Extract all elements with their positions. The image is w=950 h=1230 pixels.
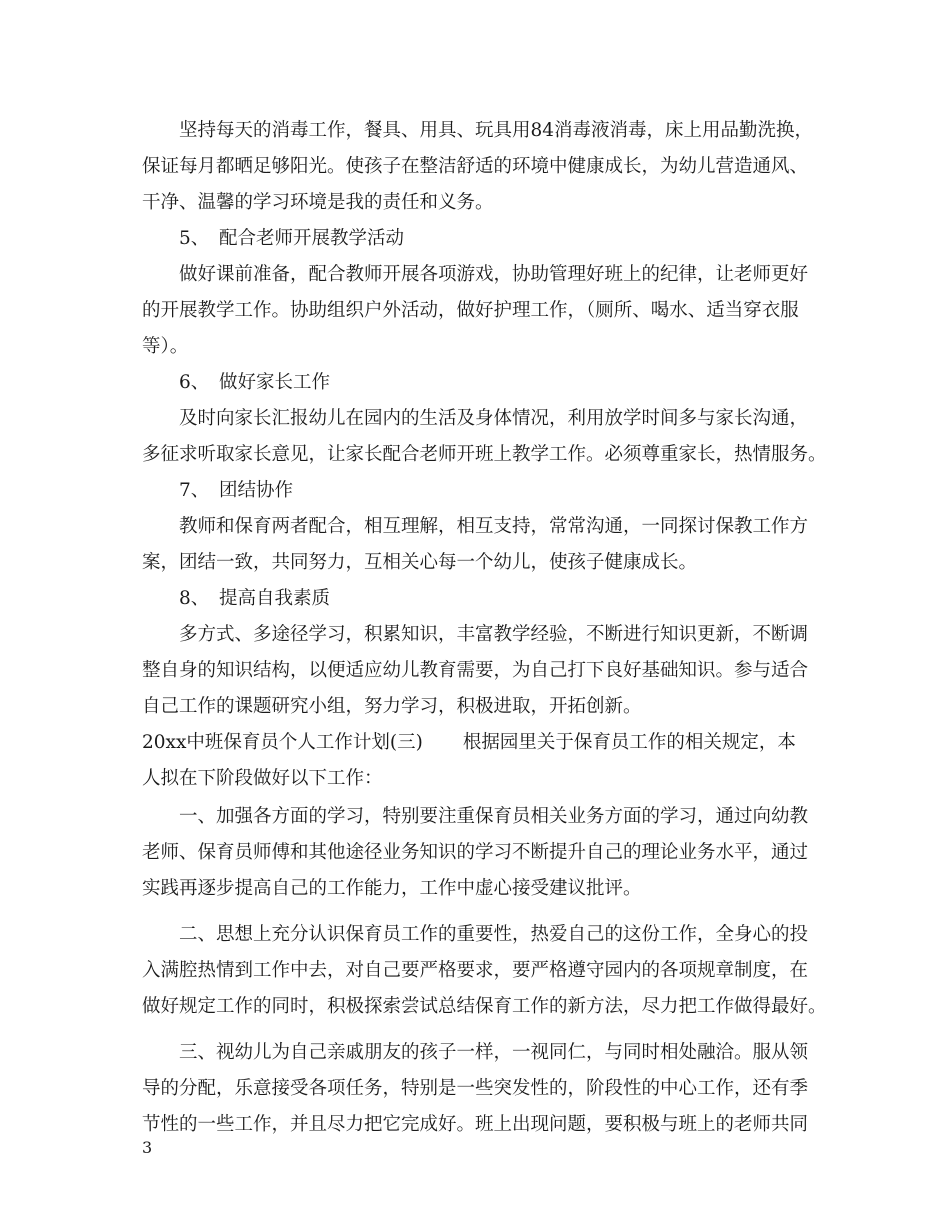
heading-number: 7、 <box>179 480 210 501</box>
section-title: 20xx中班保育员个人工作计划(三) <box>142 732 423 753</box>
paragraph-line: 的开展教学工作。协助组织户外活动，做好护理工作，（厕所、喝水、适当穿衣服 <box>142 300 799 321</box>
heading-number: 8、 <box>179 588 210 609</box>
paragraph-line: 三、视幼儿为自己亲戚朋友的孩子一样，一视同仁，与同时相处融洽。服从领 <box>179 1042 809 1063</box>
paragraph-line: 入满腔热情到工作中去，对自己要严格要求，要严格遵守园内的各项规章制度，在 <box>142 960 809 981</box>
paragraph-line: 做好课前准备，配合教师开展各项游戏，协助管理好班上的纪律，让老师更好 <box>179 264 809 285</box>
paragraph-line: 实践再逐步提高自己的工作能力，工作中虚心接受建议批评。 <box>142 878 642 899</box>
paragraph-line: 多方式、多途径学习，积累知识，丰富教学经验，不断进行知识更新，不断调 <box>179 624 809 645</box>
document-page <box>142 113 827 1143</box>
paragraph-line: 坚持每天的消毒工作，餐具、用具、玩具用84消毒液消毒，床上用品勤洗换， <box>179 120 814 141</box>
paragraph-line: 教师和保育两者配合，相互理解，相互支持，常常沟通，一同探讨保教工作方 <box>179 516 809 537</box>
section-title-line <box>142 725 822 761</box>
heading-text: 做好家长工作 <box>219 372 331 393</box>
paragraph-line: 人拟在下阶段做好以下工作： <box>142 768 383 789</box>
page-number: 3 <box>142 1138 153 1157</box>
paragraph-line: 多征求听取家长意见，让家长配合老师开班上教学工作。必须尊重家长，热情服务。 <box>142 444 827 465</box>
heading-text: 配合老师开展教学活动 <box>219 228 405 249</box>
paragraph-line: 及时向家长汇报幼儿在园内的生活及身体情况，利用放学时间多与家长沟通， <box>179 408 809 429</box>
paragraph-line: 保证每月都晒足够阳光。使孩子在整洁舒适的环境中健康成长，为幼儿营造通风、 <box>142 156 809 177</box>
paragraph-line: 整自身的知识结构，以便适应幼儿教育需要，为自己打下良好基础知识。参与适合 <box>142 660 809 681</box>
paragraph-line: 一、加强各方面的学习，特别要注重保育员相关业务方面的学习，通过向幼教 <box>179 806 809 827</box>
heading-text: 提高自我素质 <box>219 588 331 609</box>
paragraph-line: 案，团结一致，共同努力，互相关心每一个幼儿，使孩子健康成长。 <box>142 552 698 573</box>
paragraph-line: 等）。 <box>142 336 189 357</box>
section-heading-8 <box>142 581 822 617</box>
paragraph-line: 二、思想上充分认识保育员工作的重要性，热爱自己的这份工作，全身心的投 <box>179 924 809 945</box>
paragraph-line: 老师、保育员师傅和其他途径业务知识的学习不断提升自己的理论业务水平，通过 <box>142 842 809 863</box>
heading-text: 团结协作 <box>219 480 294 501</box>
section-heading-7 <box>142 473 822 509</box>
paragraph-line: 导的分配，乐意接受各项任务，特别是一些突发性的，阶段性的中心工作，还有季 <box>142 1078 809 1099</box>
paragraph-line: 节性的一些工作，并且尽力把它完成好。班上出现问题，要积极与班上的老师共同 <box>142 1114 809 1135</box>
paragraph-line: 自己工作的课题研究小组，努力学习，积极进取，开拓创新。 <box>142 696 642 717</box>
heading-number: 5、 <box>179 228 210 249</box>
paragraph-line: 做好规定工作的同时，积极探索尝试总结保育工作的新方法，尽力把工作做得最好。 <box>142 996 827 1017</box>
section-heading-6 <box>142 365 822 401</box>
heading-number: 6、 <box>179 372 210 393</box>
paragraph-line: 干净、温馨的学习环境是我的责任和义务。 <box>142 192 494 213</box>
title-continuation: 根据园里关于保育员工作的相关规定，本 <box>462 732 796 753</box>
section-heading-5 <box>142 221 822 257</box>
